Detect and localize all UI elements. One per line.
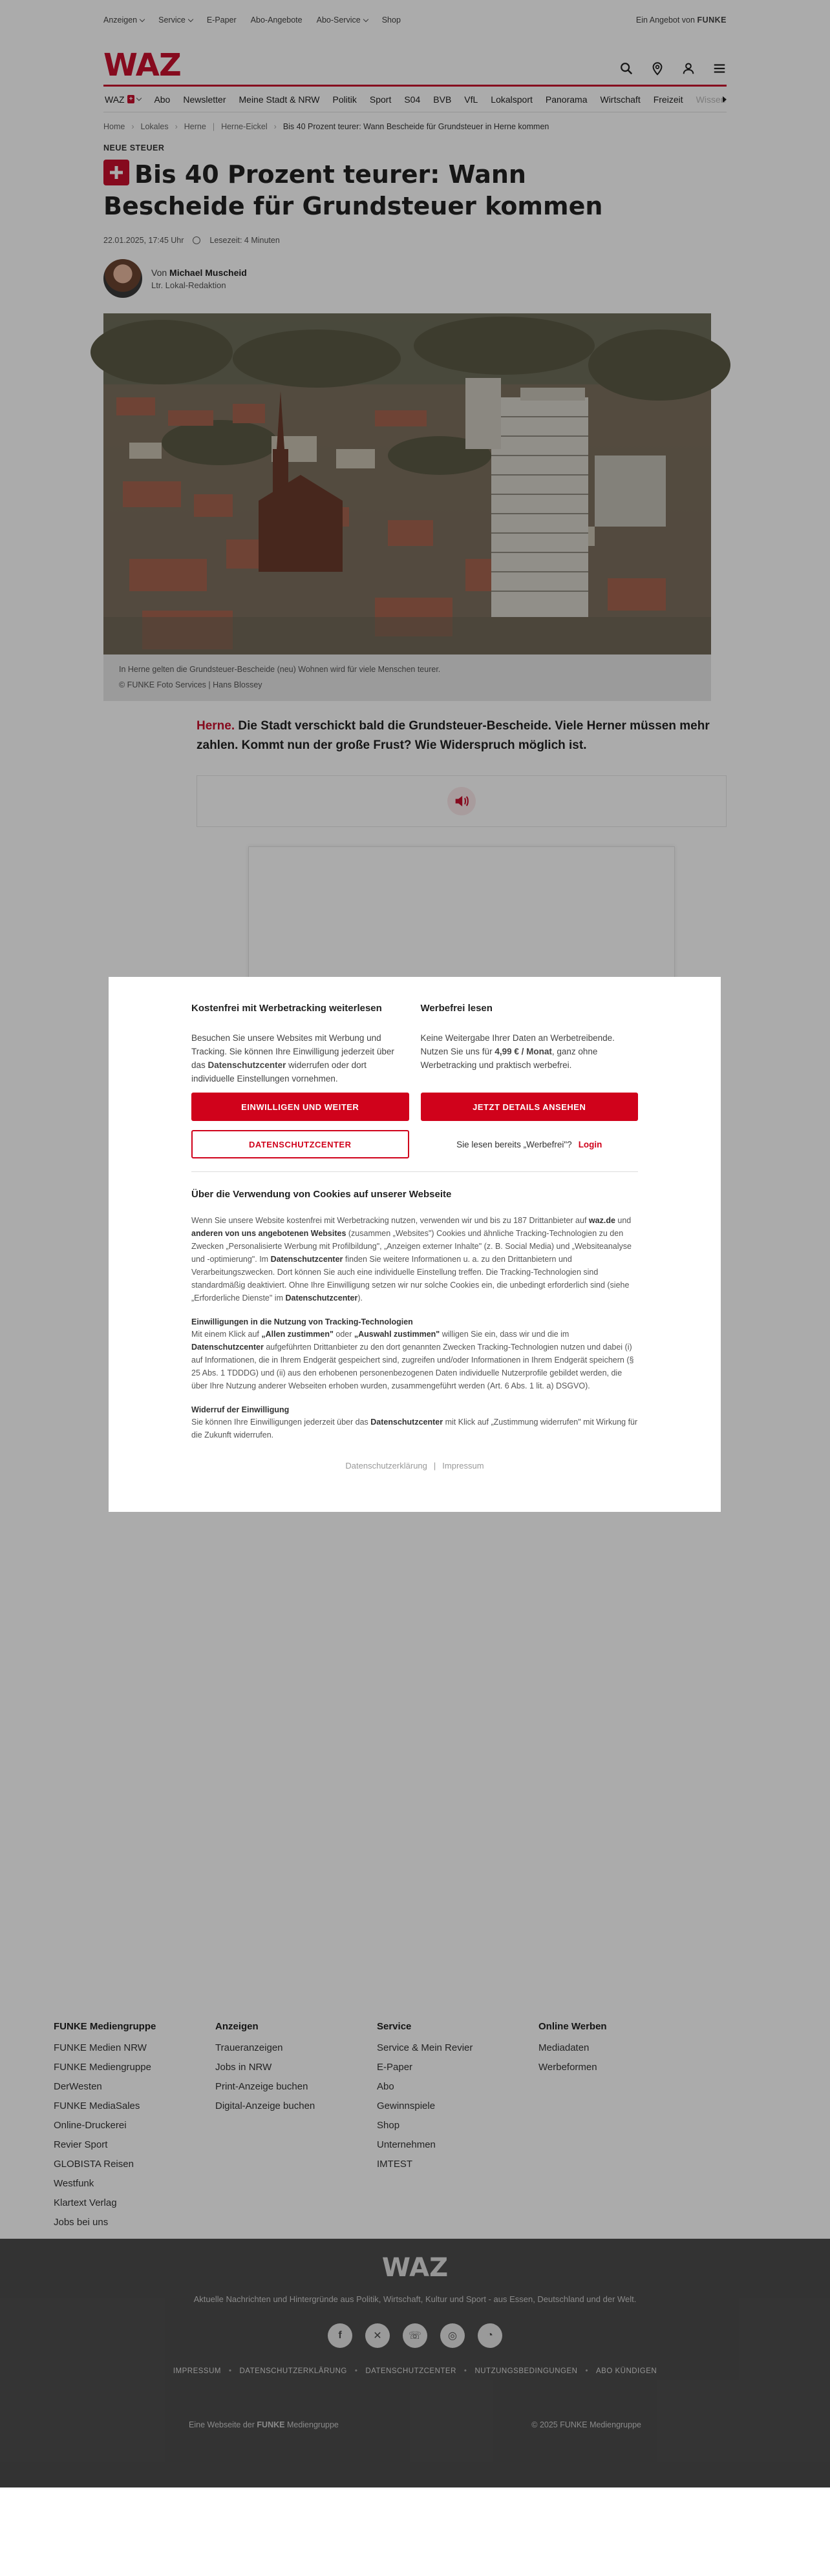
footer-link[interactable]: Jobs bei uns xyxy=(54,2217,109,2228)
breadcrumb-current: Bis 40 Prozent teurer: Wann Bescheide für Grundsteuer in Herne kommen xyxy=(282,122,549,131)
facebook-icon[interactable]: f xyxy=(328,2323,352,2348)
nav-item[interactable]: Panorama xyxy=(545,94,588,105)
author-name[interactable]: Michael Muscheid xyxy=(169,267,247,278)
breadcrumb-separator: › xyxy=(131,122,134,131)
details-button[interactable]: JETZT DETAILS ANSEHEN xyxy=(421,1093,639,1121)
legal-link[interactable]: DATENSCHUTZCENTER xyxy=(365,2367,456,2375)
footer-link[interactable]: Klartext Verlag xyxy=(54,2197,117,2208)
footer-link[interactable]: FUNKE Mediengruppe xyxy=(54,2062,151,2073)
nav-item[interactable]: Wissen xyxy=(696,94,726,105)
breadcrumb-item[interactable]: Herne-Eickel xyxy=(221,122,268,131)
accept-button[interactable]: EINWILLIGEN UND WEITER xyxy=(191,1093,409,1121)
tracking-consent-text: Mit einem Klick auf „Allen zustimmen" oder „Auswahl zustimmen" willigen Sie ein, dass wir und die im Datenschutzcenter aufgeführten Drittanbieter zu den dort genannten Zwecken Tracking-Technologien nutzen und dabei (i) auf Informationen, die in Ihrem Endgerät gespeichert sind, zugreifen und/oder Informationen in Ihrem Endgerät speichern (§ 25 Abs. 1 TDDDG) und (ii) aus den erhobenen personenbezogenen Daten individuelle Nutzerprofile gebildet werden, die über Ihre Nutzung anderer Webseiten erhoben wurden, zusammengeführt werden (Art. 6 Abs. 1 lit. a) DSGVO). xyxy=(191,1330,634,1390)
footer-link[interactable]: Jobs in NRW xyxy=(215,2062,272,2073)
footer-link[interactable]: IMTEST xyxy=(377,2159,412,2170)
legal-link[interactable]: IMPRESSUM xyxy=(173,2367,221,2375)
already-subscriber: Sie lesen bereits „Werbefrei"? Login xyxy=(456,1139,602,1149)
consent-right-title: Werbefrei lesen xyxy=(420,1003,493,1014)
nav-item[interactable]: S04 xyxy=(404,94,421,105)
consent-modal xyxy=(109,977,721,1512)
nav-item-waz-plus[interactable]: WAZ + xyxy=(103,94,147,105)
footer-link[interactable]: Gewinnspiele xyxy=(377,2100,436,2111)
breadcrumb-separator: | xyxy=(212,122,215,131)
legal-separator: • xyxy=(354,2367,358,2375)
footer-link[interactable]: Revier Sport xyxy=(54,2139,108,2150)
footer-link[interactable]: DerWesten xyxy=(54,2081,102,2092)
tracking-consent-subtitle: Einwilligungen in die Nutzung von Tracking-Technologien xyxy=(191,1317,413,1326)
consent-option-tracking xyxy=(191,1003,409,1158)
consent-right-text: Keine Weitergabe Ihrer Daten an Werbetreibende. Nutzen Sie uns für 4,99 € / Monat, ganz ohne Werbetracking und praktisch werbefrei. xyxy=(420,1033,615,1070)
footer-link[interactable]: Unternehmen xyxy=(377,2139,436,2150)
consent-divider xyxy=(191,1171,638,1172)
imprint-link[interactable]: Impressum xyxy=(442,1461,484,1471)
top-link-epaper[interactable]: E-Paper xyxy=(206,16,237,25)
nav-item[interactable]: Lokalsport xyxy=(491,94,533,105)
image-caption: In Herne gelten die Grundsteuer-Bescheide (neu) Wohnen wird für viele Menschen teurer. © FUNKE Foto Services | Hans Blossey xyxy=(103,654,711,701)
footer-link[interactable]: Werbeformen xyxy=(538,2062,597,2073)
footer-link[interactable]: E-Paper xyxy=(377,2062,413,2073)
footer-link[interactable]: Traueranzeigen xyxy=(215,2042,283,2053)
privacy-policy-link[interactable]: Datenschutzerklärung xyxy=(345,1461,427,1471)
nav-item[interactable]: Newsletter xyxy=(183,94,226,105)
top-link-abo-service[interactable]: Abo-Service xyxy=(317,16,368,25)
footer-col-title: Anzeigen xyxy=(215,2021,259,2032)
funke-offer[interactable]: Ein Angebot von FUNKE xyxy=(635,16,727,25)
nav-item[interactable]: Abo xyxy=(154,94,171,105)
nav-item[interactable]: Politik xyxy=(332,94,357,105)
legal-separator: • xyxy=(463,2367,467,2375)
breadcrumb-item[interactable]: Home xyxy=(103,122,125,131)
legal-separator: • xyxy=(585,2367,588,2375)
footer-col-title: Service xyxy=(377,2021,412,2032)
footer-link[interactable]: GLOBISTA Reisen xyxy=(54,2159,134,2170)
modal-backdrop-footer xyxy=(0,2009,830,2487)
top-link-service[interactable]: Service xyxy=(158,16,193,25)
author-line: Von Michael Muscheid xyxy=(151,267,247,278)
footer-link[interactable]: Digital-Anzeige buchen xyxy=(215,2100,315,2111)
consent-left-title: Kostenfrei mit Werbetracking weiterlesen xyxy=(191,1003,382,1014)
footer-link[interactable]: Abo xyxy=(377,2081,394,2092)
footer-link[interactable]: FUNKE Medien NRW xyxy=(54,2042,147,2053)
article-headline: Bis 40 Prozent teurer: Wann Bescheide für Grundsteuer kommen xyxy=(103,160,603,220)
footer-link[interactable]: Online-Druckerei xyxy=(54,2120,127,2131)
rss-icon[interactable]: ◔ xyxy=(478,2323,502,2348)
footer-link[interactable]: Service & Mein Revier xyxy=(377,2042,473,2053)
footer-publisher: Eine Webseite der FUNKE Mediengruppe xyxy=(189,2420,339,2429)
image-credit: © FUNKE Foto Services | Hans Blossey xyxy=(119,680,262,689)
nav-item[interactable]: Wirtschaft xyxy=(600,94,641,105)
nav-item[interactable]: Freizeit xyxy=(653,94,683,105)
footer-col-title: Online Werben xyxy=(538,2021,607,2032)
legal-separator: • xyxy=(228,2367,232,2375)
cookie-info-text: Wenn Sie unsere Website kostenfrei mit Werbetracking nutzen, verwenden wir und bis zu 187 Drittanbieter auf waz.de und anderen von uns angebotenen Websites (zusammen „Websites") Cookies und ähnliche Tracking-Technologien zu den Zwecken „Personalisierte Werbung mit Profilbildung", „Anzeigen externer Inhalte" (z. B. Social Media) und „Websiteanalyse und -optimierung". Im Datenschutzcenter finden Sie weitere Informationen u. a. zu den Drittanbietern und Verarbeitungszwecken. Dort können Sie auch eine individuelle Einstellung treffen. Die Tracking-Technologien sind standardmäßig deaktiviert. Ohne Ihre Einwilligung setzen wir nur solche Cookies ein, die unbedingt erforderlich sind (siehe „Erforderliche Dienste" im Datenschutzcenter). xyxy=(191,1216,632,1303)
nav-item[interactable]: VfL xyxy=(464,94,478,105)
footer-tagline: Aktuelle Nachrichten und Hintergründe aus Politik, Wirtschaft, Kultur und Sport - aus Essen, Deutschland und der Welt. xyxy=(193,2294,637,2304)
consent-links xyxy=(191,1461,638,1471)
cookie-info-title: Über die Verwendung von Cookies auf unserer Webseite xyxy=(191,1189,452,1200)
legal-link[interactable]: DATENSCHUTZERKLÄRUNG xyxy=(239,2367,347,2375)
footer-col-title: FUNKE Mediengruppe xyxy=(54,2021,156,2032)
x-icon[interactable]: ✕ xyxy=(365,2323,390,2348)
footer-link[interactable]: Mediadaten xyxy=(538,2042,590,2053)
author-role: Ltr. Lokal-Redaktion xyxy=(151,280,226,290)
consent-option-adfree xyxy=(421,1003,639,1158)
top-link-abo-angebote[interactable]: Abo-Angebote xyxy=(250,16,303,25)
whatsapp-icon[interactable]: ☏ xyxy=(403,2323,427,2348)
nav-item[interactable]: Sport xyxy=(369,94,392,105)
nav-item[interactable]: BVB xyxy=(433,94,452,105)
article-kicker: NEUE STEUER xyxy=(103,143,165,152)
footer-link[interactable]: Shop xyxy=(377,2120,400,2131)
footer-link[interactable]: Print-Anzeige buchen xyxy=(215,2081,308,2092)
instagram-icon[interactable]: ◎ xyxy=(440,2323,465,2348)
breadcrumb-item[interactable]: Lokales xyxy=(140,122,169,131)
consent-link-separator: | xyxy=(433,1461,436,1471)
breadcrumb-item[interactable]: Herne xyxy=(184,122,206,131)
login-link[interactable]: Login xyxy=(578,1139,602,1149)
top-link-shop[interactable]: Shop xyxy=(381,16,401,25)
footer-link[interactable]: FUNKE MediaSales xyxy=(54,2100,140,2111)
plus-badge: + xyxy=(127,95,135,103)
privacy-center-button[interactable]: DATENSCHUTZCENTER xyxy=(191,1130,409,1158)
article-date: 22.01.2025, 17:45 Uhr xyxy=(103,236,184,246)
revoke-text: Sie können Ihre Einwilligungen jederzeit über das Datenschutzcenter mit Klick auf „Zustimmung widerrufen" mit Wirkung für die Zukunft widerrufen. xyxy=(191,1418,638,1440)
footer-link[interactable]: Westfunk xyxy=(54,2178,94,2189)
legal-link[interactable]: NUTZUNGSBEDINGUNGEN xyxy=(474,2367,578,2375)
breadcrumb-separator: › xyxy=(273,122,277,131)
read-time: Lesezeit: 4 Minuten xyxy=(209,236,280,246)
article-lead: Herne. Die Stadt verschickt bald die Grundsteuer-Bescheide. Viele Herner müssen mehr zahlen. Kommt nun der große Frust? Wie Widerspruch möglich ist. xyxy=(197,718,710,753)
legal-link[interactable]: ABO KÜNDIGEN xyxy=(595,2367,657,2375)
consent-left-text: Besuchen Sie unsere Websites mit Werbung und Tracking. Sie können Ihre Einwilligung jederzeit über das Datenschutzcenter widerrufen oder dort individuelle Einstellungen vornehmen. xyxy=(191,1033,394,1084)
revoke-subtitle: Widerruf der Einwilligung xyxy=(191,1405,290,1414)
footer-copyright: © 2025 FUNKE Mediengruppe xyxy=(531,2420,641,2429)
top-link-anzeigen[interactable]: Anzeigen xyxy=(103,16,144,25)
breadcrumb-separator: › xyxy=(175,122,178,131)
nav-item[interactable]: Meine Stadt & NRW xyxy=(239,94,320,105)
waz-logo[interactable]: WAZ xyxy=(103,47,181,83)
footer-logo[interactable]: WAZ xyxy=(381,2253,449,2283)
